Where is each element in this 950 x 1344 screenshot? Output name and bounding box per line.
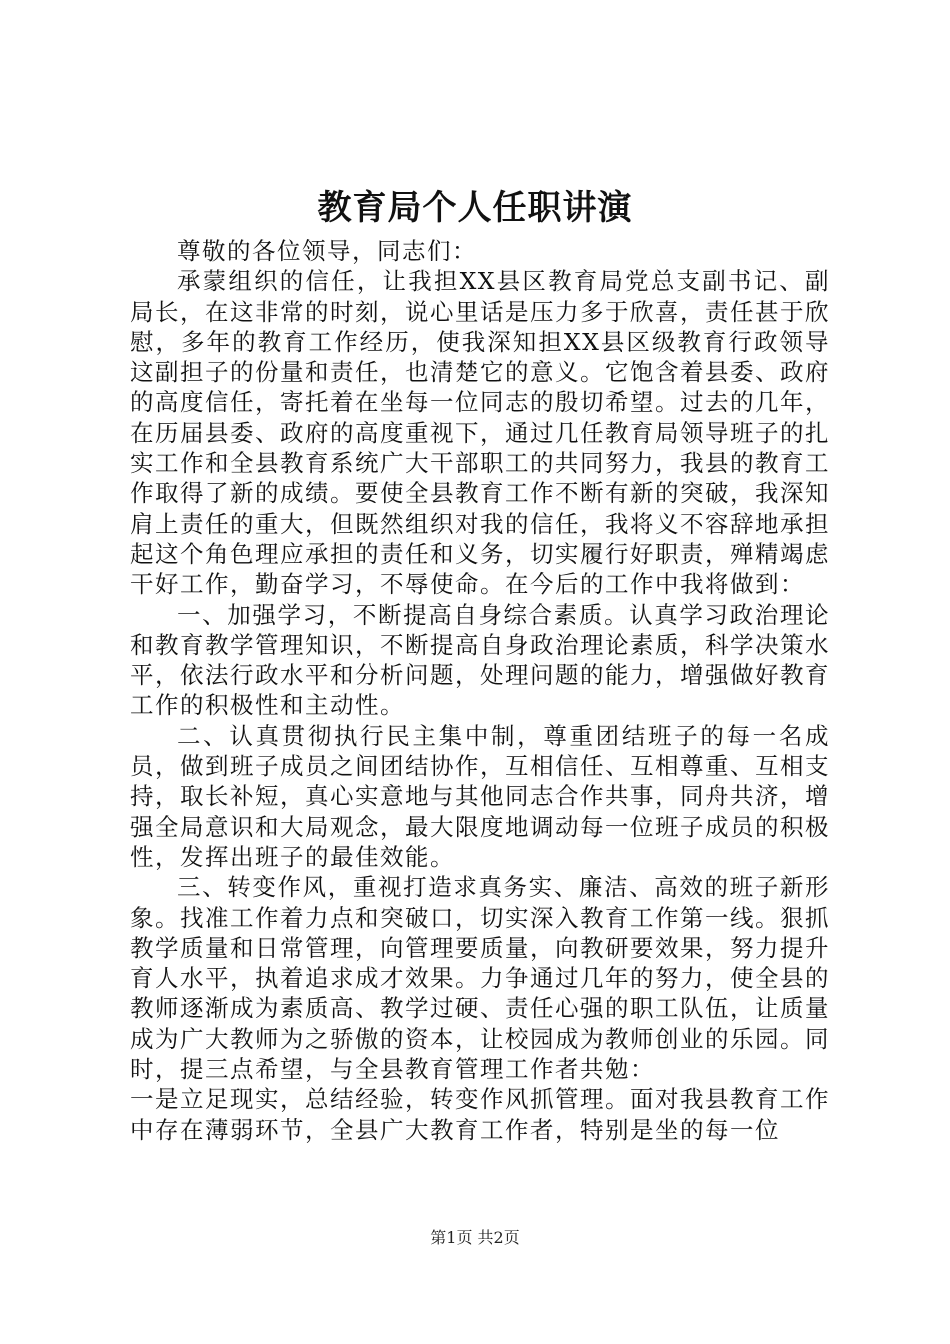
body-paragraph: 二、认真贯彻执行民主集中制，尊重团结班子的每一名成员，做到班子成员之间团结协作，互相信任、互相尊重、互相支持，取长补短，真心实意地与其他同志合作共事，同舟共济，增强全局意识和大局观念，最大限度地调动每一位班子成员的积极性，发挥出班子的最佳效能。 — [130, 721, 830, 871]
page-title: 教育局个人任职讲演 — [317, 188, 633, 228]
body-paragraph: 三、转变作风，重视打造求真务实、廉洁、高效的班子新形象。找准工作着力点和突破口，切实深入教育工作第一线。狠抓教学质量和日常管理，向管理要质量，向教研要效果，努力提升育人水平，执着追求成才效果。力争通过几年的努力，使全县的教师逐渐成为素质高、教学过硬、责任心强的职工队伍，让质量成为广大教师为之骄傲的资本，让校园成为教师创业的乐园。同时，提三点希望，与全县教育管理工作者共勉： — [130, 873, 830, 1084]
salutation: 尊敬的各位领导，同志们： — [177, 237, 477, 265]
body-paragraph: 一、加强学习，不断提高自身综合素质。认真学习政治理论和教育教学管理知识，不断提高自身政治理论素质，科学决策水平，依法行政水平和分析问题，处理问题的能力，增强做好教育工作的积极性和主动性。 — [130, 600, 830, 720]
page-footer: 第1页 共2页 — [430, 1228, 520, 1247]
body-paragraph: 承蒙组织的信任，让我担XX县区教育局党总支副书记、副局长，在这非常的时刻，说心里话是压力多于欣喜，责任甚于欣慰，多年的教育工作经历，使我深知担XX县区级教育行政领导这副担子的份量和责任，也清楚它的意义。它饱含着县委、政府的高度信任，寄托着在坐每一位同志的殷切希望。过去的几年，在历届县委、政府的高度重视下，通过几任教育局领导班子的扎实工作和全县教育系统广大干部职工的共同努力，我县的教育工作取得了新的成绩。要使全县教育工作不断有新的突破，我深知肩上责任的重大，但既然组织对我的信任，我将义不容辞地承担起这个角色理应承担的责任和义务，切实履行好职责，殚精竭虑干好工作，勤奋学习，不辱使命。在今后的工作中我将做到： — [130, 267, 830, 599]
document-body — [130, 236, 830, 1145]
body-paragraph-continuation: 一是立足现实，总结经验，转变作风抓管理。面对我县教育工作中存在薄弱环节，全县广大教育工作者，特别是坐的每一位 — [130, 1085, 830, 1144]
